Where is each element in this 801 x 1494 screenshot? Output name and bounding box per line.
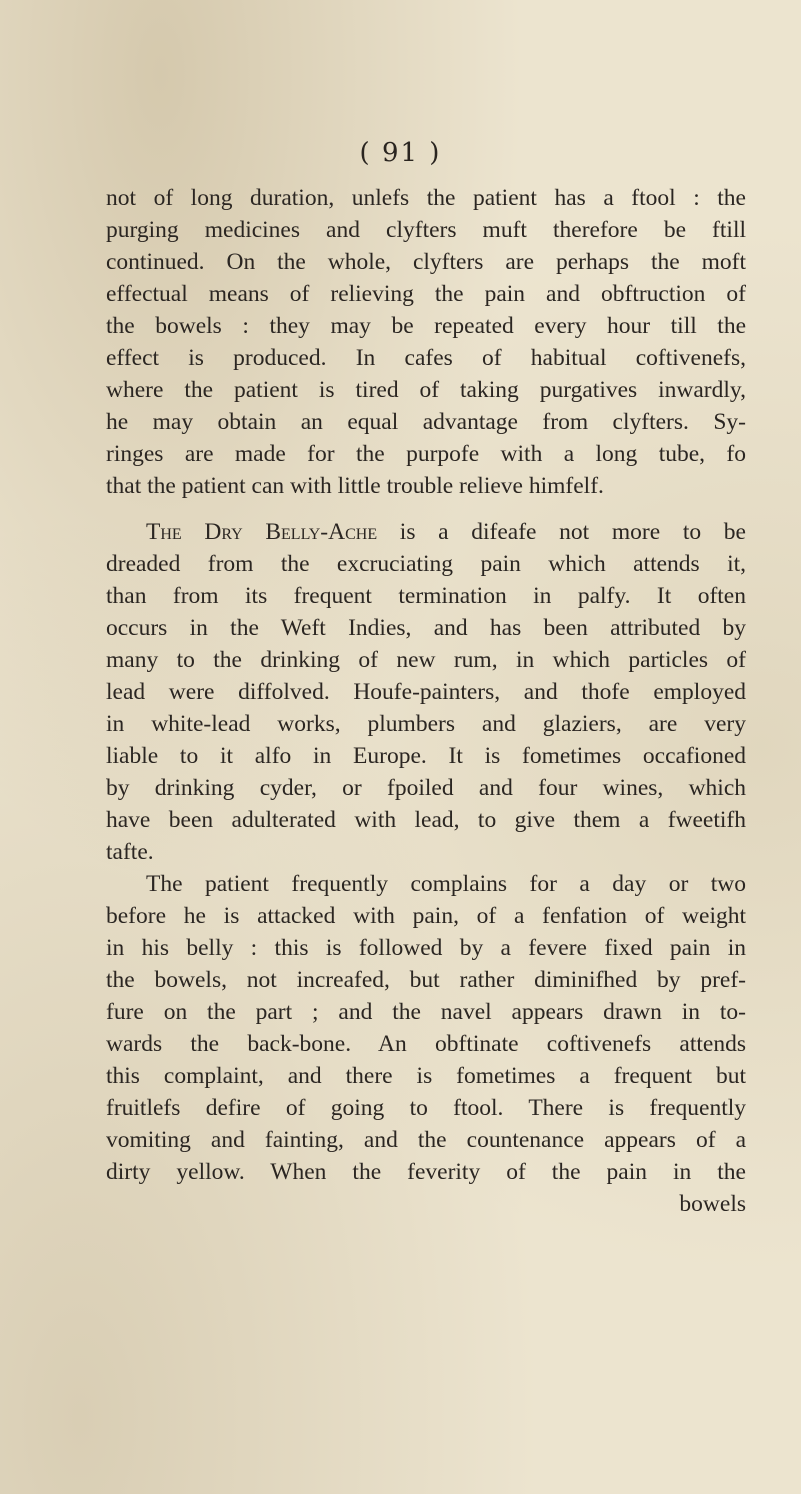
text-line: the bowels, not increafed, but rather diminifhed by pref-	[106, 967, 746, 993]
text-line: effect is produced. In cafes of habitual coftivenefs,	[106, 345, 746, 371]
text-line: before he is attacked with pain, of a fenfation of weight	[106, 903, 746, 929]
text-line: fure on the part ; and the navel appears drawn in to-	[106, 999, 746, 1025]
text-line: dirty yellow. When the feverity of the pain in the	[106, 1159, 746, 1185]
text-line	[106, 516, 746, 548]
text-line: purging medicines and clyfters muft therefore be ftill	[106, 217, 746, 243]
text-line: many to the drinking of new rum, in which particles of	[106, 647, 746, 673]
text-line: wards the back-bone. An obftinate coftivenefs attends	[106, 1031, 746, 1057]
text-line: in his belly : this is followed by a fevere fixed pain in	[106, 935, 746, 961]
text-line: have been adulterated with lead, to give them a fweetifh	[106, 807, 746, 833]
text-line: the bowels : they may be repeated every hour till the	[106, 313, 746, 339]
text-line: that the patient can with little trouble relieve himfelf.	[106, 473, 604, 499]
body-text	[106, 182, 746, 1220]
section-heading: The Dry Belly-Ache	[146, 519, 378, 545]
text-line: this complaint, and there is fometimes a frequent but	[106, 1063, 746, 1089]
catchword: bowels	[679, 1191, 746, 1217]
text-line: dreaded from the excruciating pain which attends it,	[106, 551, 746, 577]
text-line: fruitlefs defire of going to ftool. There is frequently	[106, 1095, 746, 1121]
text-line: than from its frequent termination in palfy. It often	[106, 583, 746, 609]
text-line: vomiting and fainting, and the countenance appears of a	[106, 1127, 746, 1153]
heading-continuation: is a difeafe not more to be	[377, 519, 746, 545]
text-line: tafte.	[106, 839, 154, 865]
text-line: liable to it alfo in Europe. It is fometimes occafioned	[106, 743, 746, 769]
text-line: occurs in the Weft Indies, and has been attributed by	[106, 615, 746, 641]
page-number: ( 91 )	[359, 138, 442, 168]
text-line: in white-lead works, plumbers and glaziers, are very	[106, 711, 746, 737]
text-line: The patient frequently complains for a day or two	[146, 871, 746, 897]
text-line: ringes are made for the purpofe with a long tube, fo	[106, 441, 746, 467]
text-line: continued. On the whole, clyfters are perhaps the moft	[106, 249, 746, 275]
text-line: he may obtain an equal advantage from clyfters. Sy-	[106, 409, 746, 435]
paragraph-gap	[106, 502, 746, 516]
text-line: effectual means of relieving the pain and obftruction of	[106, 281, 746, 307]
text-line: by drinking cyder, or fpoiled and four wines, which	[106, 775, 746, 801]
text-line: not of long duration, unlefs the patient has a ftool : the	[106, 185, 746, 211]
text-line: lead were diffolved. Houfe-painters, and thofe employed	[106, 679, 746, 705]
text-line: where the patient is tired of taking purgatives inwardly,	[106, 377, 746, 403]
